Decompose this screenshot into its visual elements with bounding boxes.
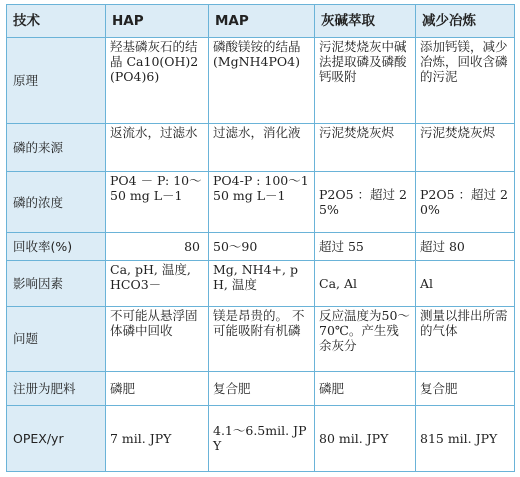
cell-opex-hap: 7 mil. JPY: [106, 405, 209, 471]
row-label-recovery-rate: 回收率(%): [7, 233, 106, 260]
header-technology: 技术: [7, 5, 106, 38]
cell-recovery-ash: 超过 55: [315, 233, 416, 260]
cell-fertilizer-hap: 磷肥: [106, 371, 209, 405]
cell-fertilizer-smelting: 复合肥: [416, 371, 515, 405]
table-row-principle: [7, 38, 515, 124]
cell-opex-map: 4.1～6.5mil. JPY: [209, 405, 315, 471]
row-label-fertilizer-registration: 注册为肥料: [7, 371, 106, 405]
cell-problems-map: 镁是昂贵的。 不可能吸附有机磷: [209, 306, 315, 371]
row-label-opex: OPEX/yr: [7, 405, 106, 471]
cell-problems-hap: 不可能从悬浮固体磷中回收: [106, 306, 209, 371]
header-ash-alkali-extraction: 灰碱萃取: [315, 5, 416, 38]
cell-source-map: 过滤水，消化液: [209, 124, 315, 172]
table-row-influencing-factors: [7, 260, 515, 306]
row-label-phosphorus-source: 磷的来源: [7, 124, 106, 172]
cell-problems-smelting: 测量以排出所需的气体: [416, 306, 515, 371]
cell-factors-ash: Ca, Al: [315, 260, 416, 306]
header-reduced-smelting: 减少冶炼: [416, 5, 515, 38]
cell-principle-smelting: 添加钙镁，减少冶炼，回收含磷的污泥: [416, 38, 515, 124]
technology-comparison-table: [6, 4, 515, 472]
cell-recovery-hap: 80: [106, 233, 209, 260]
row-label-phosphorus-concentration: 磷的浓度: [7, 172, 106, 233]
cell-factors-map: Mg, NH4+, pH, 温度: [209, 260, 315, 306]
table-row-recovery-rate: [7, 233, 515, 260]
header-hap: HAP: [106, 5, 209, 38]
cell-concentration-map: PO4-P : 100～150 mg L－1: [209, 172, 315, 233]
cell-source-hap: 返流水，过滤水: [106, 124, 209, 172]
header-row: [7, 5, 515, 38]
cell-opex-smelting: 815 mil. JPY: [416, 405, 515, 471]
cell-opex-ash: 80 mil. JPY: [315, 405, 416, 471]
row-label-principle: 原理: [7, 38, 106, 124]
cell-fertilizer-map: 复合肥: [209, 371, 315, 405]
cell-problems-ash: 反应温度为50～70℃。产生残余灰分: [315, 306, 416, 371]
cell-source-ash: 污泥焚烧灰烬: [315, 124, 416, 172]
cell-concentration-hap: PO4 － P: 10～50 mg L－1: [106, 172, 209, 233]
table-row-opex: [7, 405, 515, 471]
cell-principle-map: 磷酸镁铵的结晶 (MgNH4PO4): [209, 38, 315, 124]
cell-concentration-ash: P2O5 ：超过 25%: [315, 172, 416, 233]
cell-recovery-smelting: 超过 80: [416, 233, 515, 260]
cell-recovery-map: 50～90: [209, 233, 315, 260]
cell-fertilizer-ash: 磷肥: [315, 371, 416, 405]
cell-principle-hap: 羟基磷灰石的结晶 Ca10(OH)2(PO4)6): [106, 38, 209, 124]
table-row-problems: [7, 306, 515, 371]
header-map: MAP: [209, 5, 315, 38]
cell-concentration-smelting: P2O5 ：超过 20%: [416, 172, 515, 233]
cell-source-smelting: 污泥焚烧灰烬: [416, 124, 515, 172]
row-label-influencing-factors: 影响因素: [7, 260, 106, 306]
cell-factors-hap: Ca, pH, 温度, HCO3－: [106, 260, 209, 306]
cell-principle-ash: 污泥焚烧灰中碱法提取磷及磷酸钙吸附: [315, 38, 416, 124]
row-label-problems: 问题: [7, 306, 106, 371]
cell-factors-smelting: Al: [416, 260, 515, 306]
table-row-phosphorus-source: [7, 124, 515, 172]
table-row-fertilizer-registration: [7, 371, 515, 405]
table-row-phosphorus-concentration: [7, 172, 515, 233]
